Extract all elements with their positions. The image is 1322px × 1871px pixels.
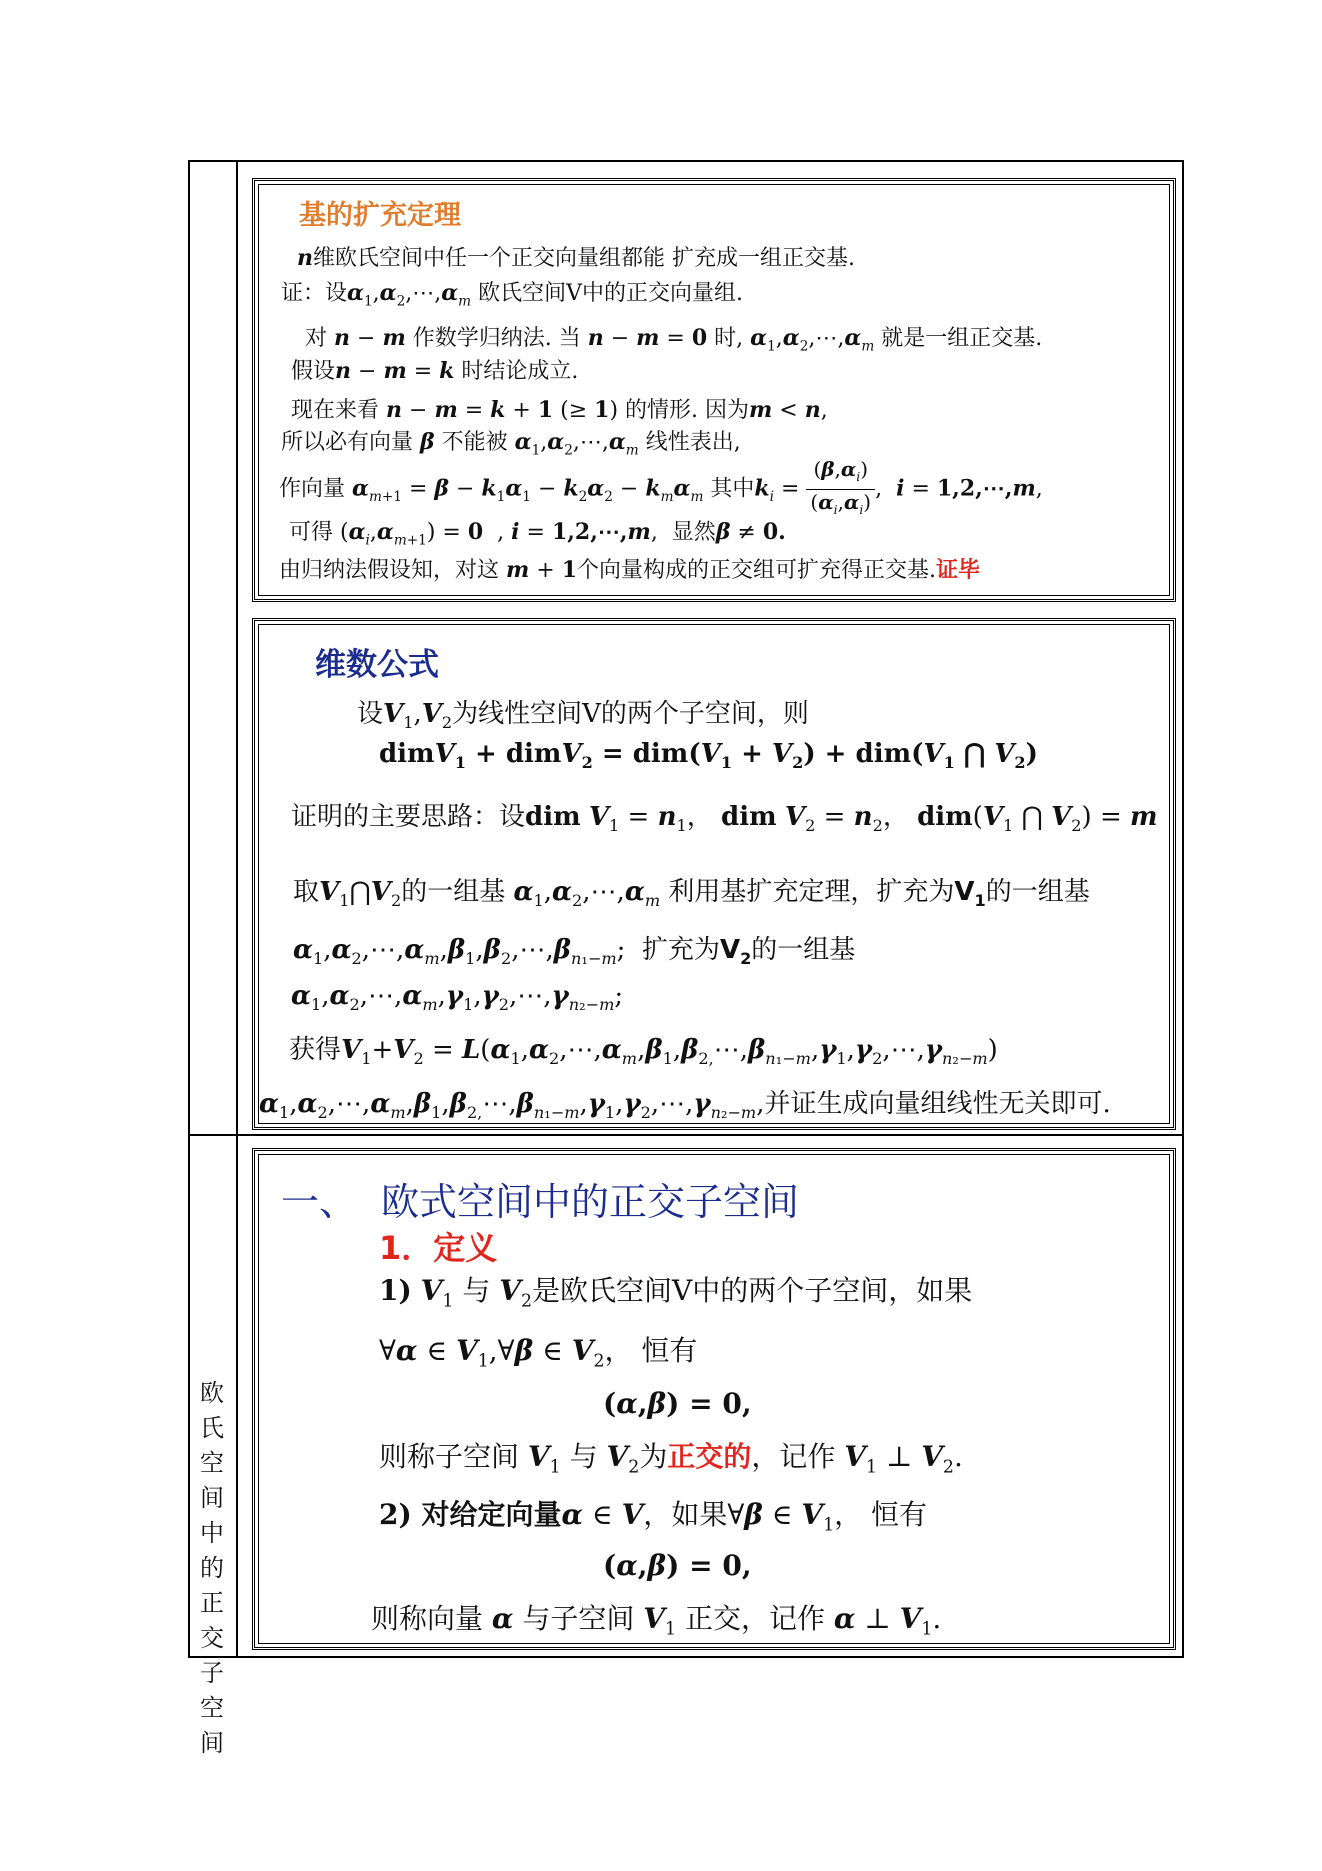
content-table	[188, 160, 1184, 1757]
side-label-char: 空	[200, 1694, 224, 1722]
coefficient-fraction: $\frac{(\beta,\alpha_i)}{(\alpha_i,\alpha_i)}$	[806, 457, 875, 522]
orthogonal-subspace-conclusion: 则称子空间 $V_1$ 与 $V_2$为正交的，记作 $V_1$ ⊥ $V_2$.	[379, 1440, 963, 1478]
side-label-char: 间	[200, 1484, 224, 1512]
dimension-intro: 设$V_1,V_2$为线性空间V的两个子空间，则	[357, 699, 809, 733]
basis-line: 取$V_1⋂V_2$的一组基 $\alpha_1,\alpha_2,\cdots,\alpha_m$ 利用基扩充定理，扩充为$V_1$的一组基	[293, 877, 1090, 911]
side-column	[190, 1136, 238, 1757]
basis-extension-box	[252, 178, 1176, 602]
conclusion-line: 由归纳法假设知，对这 m + 1个向量构成的正交组可扩充得正交基.证毕	[279, 557, 981, 583]
orthogonal-term: 正交的	[667, 1440, 752, 1473]
result-line: 可得 $(\alpha_i,\alpha_{m+1}) = 0$ , i = 1,2,⋯,m, 显然β ≠ 0.	[289, 519, 786, 549]
orthogonal-subspace-box	[252, 1148, 1176, 1650]
sum-space-line: 获得$V_1+V_2$ = $L(\alpha_1,\alpha_2,\cdots,\alpha_m,\beta_1,\beta_{2,}\cdots,\beta_{n_1-m},\gamma_1,\gamma_2,\cdots,\gamma_{n_2-m})$	[289, 1035, 998, 1069]
side-label-orthogonal-subspace	[190, 1376, 234, 1761]
side-label-char: 正	[200, 1589, 224, 1617]
proof-intro: 证：设$\alpha_1,\alpha_2,\cdots,\alpha_m$ 欧氏空间Ⅴ中的正交向量组.	[281, 280, 743, 310]
proof-idea-line: 证明的主要思路：设dim $V_1 = n_1$， dim $V_2 = n_2$， $dim(V_1$ ⋂ $V_2) = m$	[291, 802, 1158, 836]
extension-v2-line: $\alpha_1,\alpha_2,\cdots,\alpha_m,\gamma_1,\gamma_2,\cdots,\gamma_{n_2-m}$;	[291, 981, 624, 1015]
definition-subheading: 1．定义	[379, 1229, 498, 1267]
definition-2-line: 2) 对给定向量α ∈ V，如果∀β ∈ $V_1$， 恒有	[379, 1498, 928, 1536]
theorem-statement: n维欧氏空间中任一个正交向量组都能 扩充成一组正交基.	[297, 245, 855, 271]
qed-mark: 证毕	[936, 558, 981, 583]
chapter-heading-number: 一、	[281, 1180, 358, 1224]
induction-line: 对 n − m 作数学归纳法. 当 n − m = 0 时, $\alpha_1,\alpha_2,\cdots,\alpha_m$ 就是一组正交基.	[305, 325, 1043, 355]
side-label-char: 空	[200, 1449, 224, 1477]
quantifier-line: ∀α ∈ $V_1,\forall\beta$ ∈ $V_2$， 恒有	[379, 1334, 698, 1372]
section-title: 基的扩充定理	[299, 200, 461, 231]
extension-v1-line: $\alpha_1,\alpha_2,\cdots,\alpha_m,\beta_1,\beta_2,\cdots,\beta_{n_1-m}$; 扩充为$V_2$的一组基	[293, 935, 856, 969]
side-label-char: 氏	[200, 1414, 224, 1442]
definition-1-line: 1) $V_1$ 与 $V_2$是欧氏空间V中的两个子空间，如果	[379, 1274, 973, 1312]
case-line: 现在来看 n − m = k + 1 (≥ 1) 的情形. 因为m < n,	[291, 397, 828, 423]
side-label-char: 中	[200, 1519, 224, 1547]
table-row-2	[190, 1134, 1182, 1757]
dimension-formula: dimV$_1$ + dimV$_2$ = $dim(V_1 + V_2) + dim(V_1$ ⋂ $V_2$)	[379, 739, 1038, 773]
section-title-dimension: 维数公式	[315, 647, 439, 683]
inner-product-zero-1: (α,β) = 0,	[603, 1387, 752, 1420]
dimension-formula-box	[252, 618, 1176, 1130]
side-label-char: 交	[200, 1624, 224, 1652]
vector-orthogonal-conclusion: 则称向量 α 与子空间 $V_1$ 正交，记作 α ⊥ $V_1$.	[371, 1602, 942, 1640]
side-label-char: 间	[200, 1729, 224, 1757]
side-label-char: 欧	[200, 1379, 224, 1407]
table-row-1	[190, 162, 1182, 1134]
side-label-char: 子	[200, 1659, 224, 1687]
chapter-heading: 欧式空间中的正交子空间	[381, 1180, 800, 1224]
side-column-empty	[190, 162, 238, 1134]
hypothesis-line: 假设n − m = k 时结论成立.	[291, 358, 579, 384]
must-line: 所以必有向量 β 不能被 $\alpha_1,\alpha_2,\cdots,\alpha_m$ 线性表出,	[281, 429, 741, 459]
independence-line: $\alpha_1,\alpha_2,\cdots,\alpha_m,\beta_1,\beta_{2,}\cdots,\beta_{n_1-m},\gamma_1,\gamma_2,\cdots,\gamma_{n_2-m}$,并证生成向量组线性无关即可.	[259, 1089, 1111, 1123]
inner-product-zero-2: (α,β) = 0,	[603, 1549, 752, 1582]
side-label-char: 的	[200, 1554, 224, 1582]
construct-vector-line: 作向量 $\alpha_{m+1} = \beta - k_1\alpha_1 - k_2\alpha_2 - k_m\alpha_m$ 其中$k_i$ = $\frac{(\beta,\alpha_i)}{(\alpha_i,\alpha_i)}$ , i = 1,2,⋯,m,	[279, 457, 1043, 511]
